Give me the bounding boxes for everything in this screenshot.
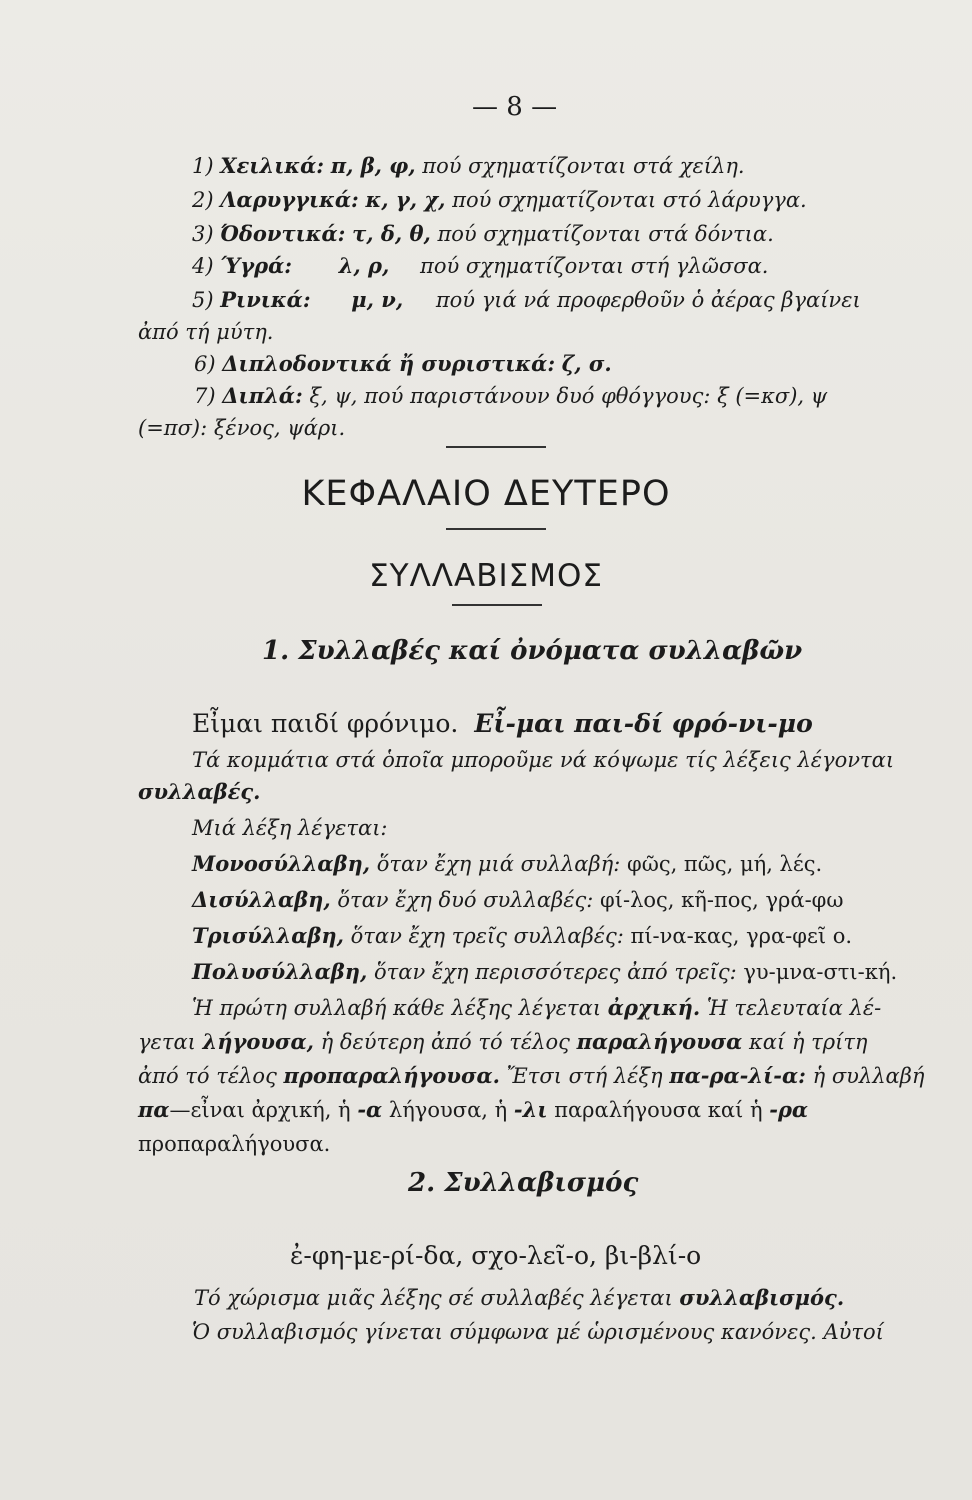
syllable-names-line-3: ἀπό τό τέλος προπαραλήγουσα. Ἔτσι στή λέξη πα-ρα-λί-α: ἡ συλλαβή (138, 1063, 925, 1088)
subsection-2-title: 2. Συλλαβισμός (408, 1168, 639, 1198)
word-type-di: Δισύλλαβη, ὅταν ἔχη δυό συλλαβές: φί-λος, κῆ-πος, γρά-φω (192, 887, 844, 912)
category-4: 4) Ύγρά: λ, ρ, πού σχηματίζονται στή γλῶσσα. (192, 253, 769, 278)
category-3: 3) Όδοντικά: τ, δ, θ, πού σχηματίζονται στά δόντια. (192, 221, 774, 246)
definition-syllables: Τά κομμάτια στά ὁποῖα μποροῦμε νά κόψωμε τίς λέξεις λέγονται (192, 748, 895, 772)
divider-top (446, 446, 546, 448)
category-6: 6) Διπλοδοντικά ἤ συριστικά: ζ, σ. (194, 351, 612, 376)
category-5: 5) Ρινικά: μ, ν, πού γιά νά προφερθοῦν ὁ ἀέρας βγαίνει (192, 287, 861, 312)
divider-chapter (446, 528, 546, 530)
syllable-names-line-1: Ἡ πρώτη συλλαβή κάθε λέξης λέγεται ἀρχική. Ἡ τελευταία λέ- (192, 995, 882, 1020)
category-7: 7) Διπλά: ξ, ψ, πού παριστάνουν δυό φθόγγους: ξ (=κσ), ψ (194, 383, 828, 408)
definition-syllables-term: συλλαβές. (138, 779, 261, 804)
section-title: ΣΥΛΛΑΒΙΣΜΟΣ (369, 558, 603, 594)
definition-syllabification: Τό χώρισμα μιᾶς λέξης σέ συλλαβές λέγεται συλλαβισμός. (194, 1285, 845, 1310)
subsection-1-title: 1. Συλλαβές καί ὀνόματα συλλαβῶν (262, 636, 803, 666)
syllabification-example: ἐ-φη-με-ρί-δα, σχο-λεῖ-ο, βι-βλί-ο (290, 1241, 702, 1270)
syllable-names-line-2: γεται λήγουσα, ἡ δεύτερη ἀπό τό τέλος παραλήγουσα καί ἡ τρίτη (138, 1029, 868, 1054)
category-5-continued: ἀπό τή μύτη. (138, 320, 274, 344)
divider-section (452, 604, 542, 606)
last-line: Ὁ συλλαβισμός γίνεται σύμφωνα μέ ὡρισμένους κανόνες. Αὐτοί (192, 1320, 884, 1344)
word-type-poly: Πολυσύλλαβη, ὅταν ἔχη περισσότερες ἀπό τρεῖς: γυ-μνα-στι-κή. (192, 959, 898, 984)
syllable-names-line-4: πα—εἶναι ἀρχική, ἡ -α λήγουσα, ἡ -λι παραλήγουσα καί ἡ -ρα (138, 1097, 809, 1122)
word-type-mono: Μονοσύλλαβη, ὅταν ἔχη μιά συλλαβή: φῶς, πῶς, μή, λές. (192, 851, 823, 876)
chapter-title: ΚΕΦΑΛΑΙΟ ΔΕΥΤΕΡΟ (301, 474, 671, 514)
word-intro: Μιά λέξη λέγεται: (192, 816, 388, 840)
word-type-tri: Τρισύλλαβη, ὅταν ἔχη τρεῖς συλλαβές: πί-να-κας, γρα-φεῖ ο. (192, 923, 853, 948)
category-1: 1) Χειλικά: π, β, φ, πού σχηματίζονται στά χείλη. (192, 153, 745, 178)
example-sentence: Εἶμαι παιδί φρόνιμο. Εἶ-μαι παι-δί φρό-νι-μο (192, 709, 813, 738)
category-7-continued: (=πσ): ξένος, ψάρι. (138, 416, 346, 440)
syllable-names-line-5: προπαραλήγουσα. (138, 1132, 331, 1156)
category-2: 2) Λαρυγγικά: κ, γ, χ, πού σχηματίζονται στό λάρυγγα. (192, 187, 807, 212)
page-number: — 8 — (472, 92, 558, 122)
